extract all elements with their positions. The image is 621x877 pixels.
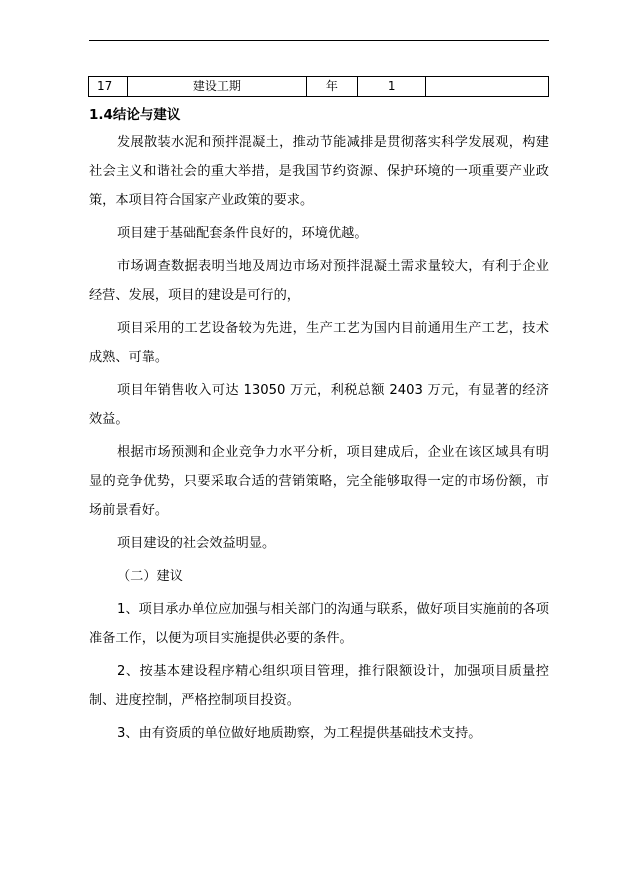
paragraph: 2、按基本建设程序精心组织项目管理，推行限额设计，加强项目质量控制、进度控制，严格控制项目投资。 [89,664,549,708]
row-value-cell: 1 [358,77,426,97]
paragraph: 市场调查数据表明当地及周边市场对预拌混凝土需求量较大，有利于企业经营、发展，项目的建设是可行的， [89,259,549,303]
paragraph: 发展散装水泥和预拌混凝土，推动节能减排是贯彻落实科学发展观，构建社会主义和谐社会的重大举措，是我国节约资源、保护环境的一项重要产业政策，本项目符合国家产业政策的要求。 [89,135,549,208]
paragraph: 根据市场预测和企业竞争力水平分析，项目建成后，企业在该区域具有明显的竞争优势，只要采取合适的营销策略，完全能够取得一定的市场份额，市场前景看好。 [89,445,549,518]
paragraph: 项目建设的社会效益明显。 [117,536,276,551]
row-note-cell [426,77,549,97]
paragraph: 3、由有资质的单位做好地质勘察，为工程提供基础技术支持。 [117,726,482,741]
paragraph: 项目采用的工艺设备较为先进，生产工艺为国内目前通用生产工艺，技术成熟、可靠。 [89,321,549,365]
header-rule [89,40,549,41]
table-row [89,77,549,97]
subsection-heading: （二）建议 [117,569,183,584]
row-index-cell: 17 [89,77,128,97]
section-body [89,128,549,752]
row-unit-cell: 年 [306,77,358,97]
paragraph: 项目建于基础配套条件良好的，环境优越。 [117,226,368,241]
row-item-cell: 建设工期 [128,77,306,97]
paragraph: 项目年销售收入可达 13050 万元，利税总额 2403 万元，有显著的经济效益。 [89,383,549,427]
section-title: 1.4结论与建议 [89,107,181,123]
paragraph: 1、项目承办单位应加强与相关部门的沟通与联系，做好项目实施前的各项准备工作，以便为项目实施提供必要的条件。 [89,602,549,646]
summary-table [88,76,549,97]
